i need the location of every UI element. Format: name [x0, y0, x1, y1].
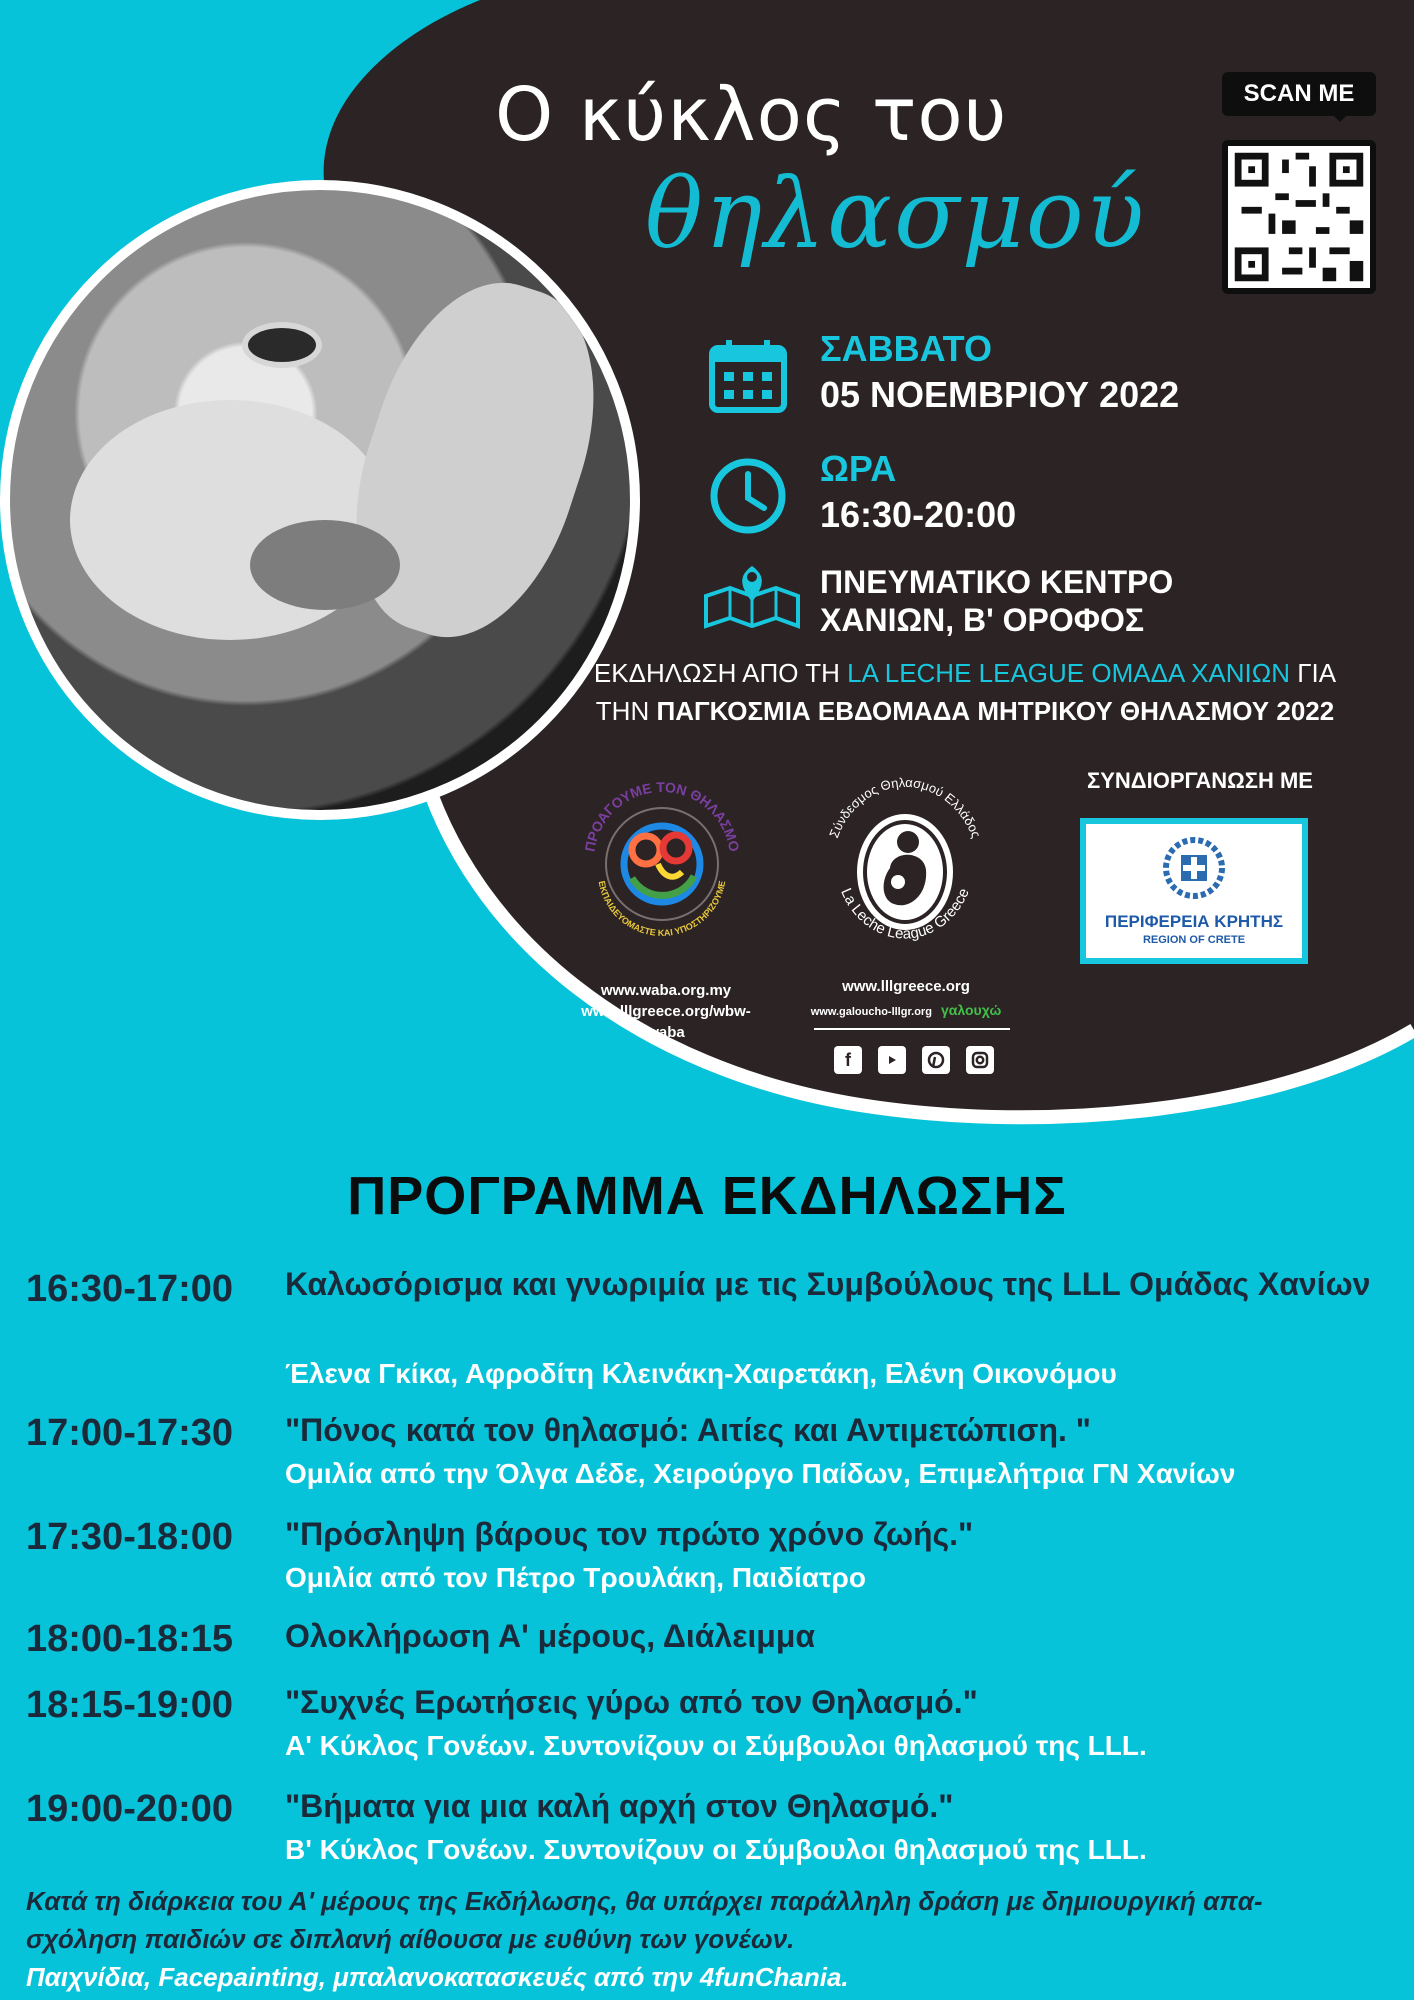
lll-ring-top: Σύνδεσμος Θηλασμού Ελλάδος: [826, 774, 984, 841]
occasion-name: ΠΑΓΚΟΣΜΙΑ ΕΒΔΟΜΑΔΑ ΜΗΤΡΙΚΟΥ ΘΗΛΑΣΜΟΥ 2022: [656, 696, 1335, 726]
waba-url-2[interactable]: www.lllgreece.org/wbw-: [581, 1003, 751, 1020]
scan-me-label: SCAN ME: [1222, 72, 1376, 116]
waba-ring-subtext: ΕΚΠΑΙΔΕΥΟΜΑΣΤΕ ΚΑΙ ΥΠΟΣΤΗΡΙΖΟΥΜΕ: [596, 879, 728, 939]
schedule-time-2: 17:00-17:30: [26, 1412, 234, 1454]
footer-note-2: σχόληση παιδιών σε διπλανή αίθουσα με ευθύνη των γονέων.: [26, 1924, 795, 1954]
location-line-1: ΠΝΕΥΜΑΤΙΚΟ ΚΕΝΤΡΟ: [820, 564, 1174, 600]
qr-code[interactable]: [1222, 140, 1376, 294]
title-line-2: θηλασμού: [645, 158, 1147, 270]
pinterest-glyph-icon: [927, 1051, 945, 1069]
lll-ring-bottom: La Leche League Greece: [837, 885, 973, 943]
map-location-icon: [700, 560, 804, 630]
svg-text:ΕΚΠΑΙΔΕΥΟΜΑΣΤΕ ΚΑΙ ΥΠΟΣΤΗΡΙΖΟΥ: [597, 880, 728, 938]
waba-ring-text: ΠΡΟΑΓΟΥΜΕ ΤΟΝ ΘΗΛΑΣΜΟ: [581, 778, 743, 853]
coorganizer-label: ΣΥΝΔΙΟΡΓΑΝΩΣΗ ΜΕ: [1087, 768, 1313, 793]
youtube-play-icon: [883, 1053, 901, 1067]
region-crete-logo: [1080, 818, 1308, 964]
schedule-title-1: Καλωσόρισμα και γνωριμία με τις Συμβούλους της LLL Ομάδας Χανίων: [285, 1266, 1371, 1302]
crete-region-sub: REGION OF CRETE: [1142, 934, 1246, 946]
instagram-glyph-icon: [971, 1051, 989, 1069]
title-line-1: Ο κύκλος του: [495, 72, 1008, 158]
clock-icon: [708, 456, 788, 536]
schedule-sub-5: Α' Κύκλος Γονέων. Συντονίζουν οι Σύμβουλοι θηλασμού της LLL.: [285, 1730, 1147, 1761]
program-title: ΠΡΟΓΡΑΜΜΑ ΕΚΔΗΛΩΣΗΣ: [347, 1166, 1067, 1226]
schedule-title-2: "Πόνος κατά τον θηλασμό: Αιτίες και Αντιμετώπιση. ": [285, 1412, 1091, 1448]
date-label: ΣΑΒΒΑΤΟ: [820, 328, 992, 369]
schedule-time-1: 16:30-17:00: [26, 1268, 234, 1310]
qr-code-icon: [1228, 146, 1370, 288]
pinterest-icon[interactable]: [922, 1046, 950, 1074]
organizer-line: [525, 658, 1405, 689]
schedule-title-3: "Πρόσληψη βάρους τον πρώτο χρόνο ζωής.": [285, 1516, 974, 1552]
occasion-pre: ΤΗΝ: [595, 696, 657, 726]
time-value: 16:30-20:00: [820, 494, 1017, 535]
lll-url-line: [796, 1002, 1016, 1018]
schedule-sub-6: Β' Κύκλος Γονέων. Συντονίζουν οι Σύμβουλοι θηλασμού της LLL.: [285, 1834, 1147, 1865]
lll-url-2[interactable]: www.galoucho-lllgr.org: [810, 1006, 932, 1018]
organizer-name: LA LECHE LEAGUE ΟΜΑΔΑ ΧΑΝΙΩΝ: [847, 658, 1290, 688]
waba-logo: [572, 768, 752, 958]
occasion-line: [525, 696, 1405, 727]
waba-url-3[interactable]: waba: [647, 1024, 685, 1041]
lll-greece-logo: [810, 772, 1000, 962]
lll-divider: [814, 1028, 1010, 1030]
youtube-icon[interactable]: [878, 1046, 906, 1074]
schedule-sub-1: Έλενα Γκίκα, Αφροδίτη Κλεινάκη-Χαιρετάκη, Ελένη Οικονόμου: [285, 1358, 1117, 1389]
schedule-time-6: 19:00-20:00: [26, 1788, 234, 1830]
footer-note-3: Παιχνίδια, Facepainting, μπαλανοκατασκευές από την 4funChania.: [26, 1962, 849, 1992]
galoucho-brand: γαλουχώ: [940, 1002, 1002, 1018]
location-line-2: ΧΑΝΙΩΝ, Β' ΟΡΟΦΟΣ: [820, 602, 1145, 638]
calendar-icon: [708, 338, 788, 414]
footer-note-1: Κατά τη διάρκεια του Α' μέρους της Εκδήλωσης, θα υπάρχει παράλληλη δράση με δημιουργική απα-: [26, 1886, 1263, 1916]
organizer-pre: ΕΚΔΗΛΩΣΗ ΑΠΟ ΤΗ: [593, 658, 848, 688]
organizer-post: ΓΙΑ: [1289, 658, 1337, 688]
schedule-title-6: "Βήματα για μια καλή αρχή στον Θηλασμό.": [285, 1788, 954, 1824]
crete-region-name: ΠΕΡΙΦΕΡΕΙΑ ΚΡΗΤΗΣ: [1104, 912, 1284, 931]
schedule-time-5: 18:15-19:00: [26, 1684, 234, 1726]
photo-mouth: [250, 520, 400, 610]
date-value: 05 ΝΟΕΜΒΡΙΟΥ 2022: [820, 374, 1180, 415]
lll-url-1[interactable]: www.lllgreece.org: [842, 978, 970, 995]
facebook-icon[interactable]: f: [834, 1046, 862, 1074]
schedule-time-3: 17:30-18:00: [26, 1516, 234, 1558]
schedule-sub-3: Ομιλία από τον Πέτρο Τρουλάκη, Παιδίατρο: [285, 1562, 866, 1593]
time-label: ΩΡΑ: [820, 448, 897, 489]
schedule-title-5: "Συχνές Ερωτήσεις γύρω από τον Θηλασμό.": [285, 1684, 978, 1720]
photo-eye: [242, 322, 322, 368]
schedule-time-4: 18:00-18:15: [26, 1618, 234, 1660]
greek-emblem-icon: [1162, 836, 1226, 900]
waba-urls: [556, 980, 776, 1043]
waba-url-1[interactable]: www.waba.org.my: [600, 982, 732, 999]
schedule-sub-2: Ομιλία από την Όλγα Δέδε, Χειρούργο Παίδων, Επιμελήτρια ΓΝ Χανίων: [285, 1458, 1236, 1489]
instagram-icon[interactable]: [966, 1046, 994, 1074]
schedule-title-4: Ολοκλήρωση Α' μέρους, Διάλειμμα: [285, 1618, 816, 1654]
